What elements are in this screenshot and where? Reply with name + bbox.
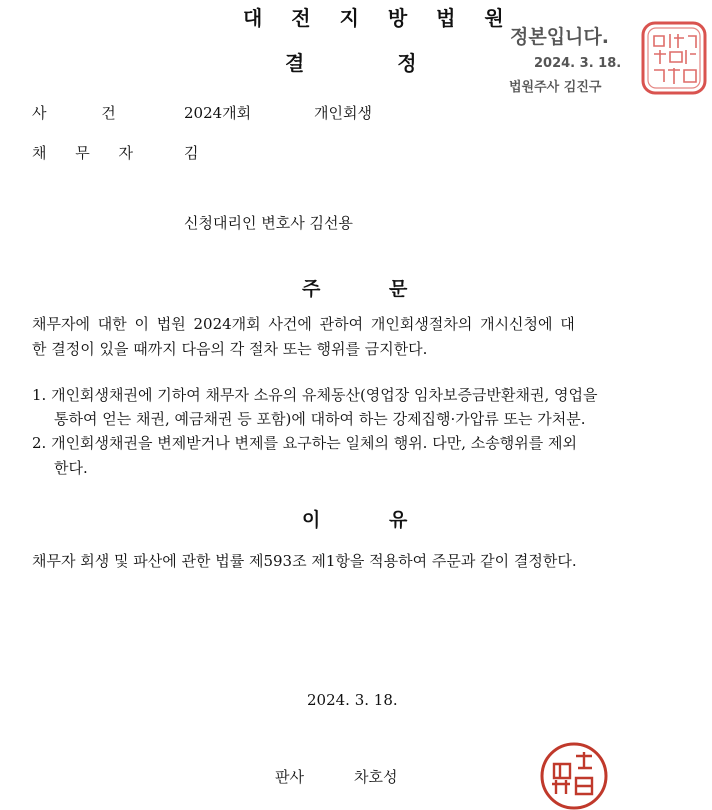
- order-item-2-line1: 2. 개인회생채권을 변제받거나 변제를 요구하는 일체의 행위. 다만, 소송행위를 제외: [32, 434, 577, 452]
- reason-heading: 이 유: [302, 509, 408, 531]
- order-heading: 주 문: [302, 278, 408, 300]
- debtor-label: 채 무 자: [32, 144, 134, 162]
- order-item-1-line2: 통하여 얻는 채권, 예금채권 등 포함)에 대하여 하는 강제집행·가압류 또는 가처분.: [54, 410, 586, 428]
- order-intro-line1: 채무자에 대한 이 법원 2024개회 사건에 관하여 개인회생절차의 개시신청에 대: [32, 315, 575, 333]
- judge-seal: [538, 738, 610, 810]
- certification-date: 2024. 3. 18.: [534, 56, 622, 71]
- case-label: 사 건: [32, 104, 116, 122]
- case-name: 개인회생: [314, 104, 372, 122]
- applicant-agent: 신청대리인 변호사 김선용: [184, 214, 353, 232]
- decision-date: 2024. 3. 18.: [307, 691, 398, 709]
- certified-copy-stamp: 정본입니다.: [510, 26, 609, 48]
- reason-text: 채무자 회생 및 파산에 관한 법률 제593조 제1항을 적용하여 주문과 같이 결정한다.: [32, 552, 577, 570]
- order-item-2-line2: 한다.: [54, 459, 88, 477]
- court-official-seal: [640, 20, 708, 96]
- case-number: 2024개회: [184, 104, 252, 122]
- order-item-1-line1: 1. 개인회생채권에 기하여 채무자 소유의 유체동산(영업장 임차보증금반환채권, 영업을: [32, 386, 598, 404]
- document-title: 결 정: [285, 51, 417, 75]
- court-clerk-name: 법원주사 김진구: [509, 80, 602, 95]
- judge-name: 차호성: [354, 768, 398, 786]
- judge-label: 판사: [275, 768, 304, 786]
- debtor-name: 김: [184, 144, 199, 162]
- order-intro-line2: 한 결정이 있을 때까지 다음의 각 절차 또는 행위를 금지한다.: [32, 340, 428, 358]
- court-name: 대 전 지 방 법 원: [243, 6, 515, 30]
